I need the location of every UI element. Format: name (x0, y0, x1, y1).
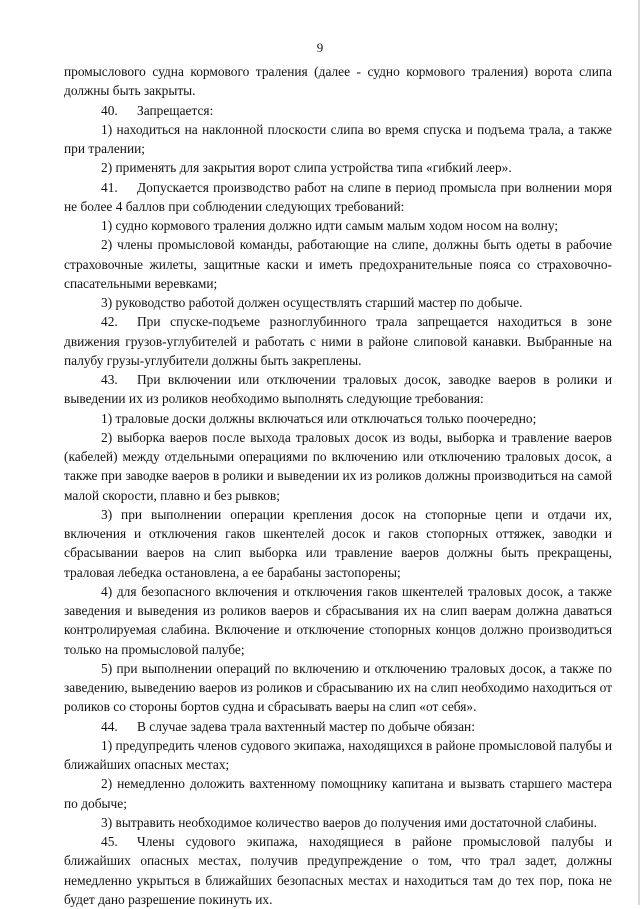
paragraph (64, 62, 612, 101)
page-number: 9 (316, 40, 324, 55)
paragraph-text: 2) применять для закрытия ворот слипа устройства типа «гибкий леер». (101, 160, 512, 176)
paragraph (64, 409, 612, 428)
paragraph-text: 1) находиться на наклонной плоскости слипа во время спуска и подъема трала, а также при тралении; (64, 121, 612, 156)
paragraph-text: 4) для безопасного включения и отключения гаков шкентелей траловых досок, а также заведения и выведения из роликов ваеров и сбрасывания их на слип ваерам должна даваться контролируемая слабина. Включение и отключение стопорных концов должно производиться только на промысловой палубе; (64, 583, 612, 657)
paragraph-number: 40. (101, 102, 118, 118)
numbered-paragraph (64, 312, 612, 370)
numbered-paragraph (64, 717, 612, 736)
paragraph-text: 1) траловые доски должны включаться или отключаться только поочередно; (101, 410, 537, 426)
paragraph-text: Допускается производство работ на слипе в период промысла при волнении моря не более 4 баллов при соблюдении следующих требований: (64, 179, 612, 214)
numbered-paragraph (64, 178, 612, 217)
paragraph-number: 44. (101, 718, 118, 734)
document-body (64, 62, 612, 909)
paragraph (64, 428, 612, 505)
paragraph-text: В случае задева трала вахтенный мастер по добыче обязан: (137, 718, 475, 734)
paragraph-number: 42. (101, 314, 118, 330)
paragraph (64, 235, 612, 293)
paragraph-number: 41. (101, 179, 118, 195)
paragraph-number: 43. (101, 372, 118, 387)
paragraph-number: 45. (101, 834, 118, 849)
paragraph-text: При спуске-подъеме разноглубинного трала запрещается находиться в зоне движения грузов-углубителей и работать с ними в районе слиповой канавки. Выбранные на палубу грузы-углубители должны быть закреплены. (64, 314, 612, 368)
paragraph (64, 736, 612, 775)
paragraph-text: 2) выборка ваеров после выхода траловых досок из воды, выборка и травление ваеров (кабелей) между отдельными операциями по включению или отключению траловых досок, а также при заводке ваеров в ролики и выведении их из роликов должны производиться на самой малой скорости, плавно и без рывков; (64, 429, 612, 503)
paragraph-text: 3) вытравить необходимое количество ваеров до получения ими достаточной слабины. (101, 814, 598, 830)
paragraph (64, 216, 612, 235)
paragraph (64, 813, 612, 832)
paragraph-text: 1) предупредить членов судового экипажа, находящихся в районе промысловой палубы и ближайших опасных местах; (64, 737, 612, 772)
numbered-paragraph (64, 370, 612, 409)
paragraph (64, 505, 612, 582)
paragraph (64, 582, 612, 659)
numbered-paragraph (64, 832, 612, 909)
paragraph (64, 659, 612, 717)
paragraph (64, 293, 612, 312)
paragraph-text: 3) руководство работой должен осуществлять старший мастер по добыче. (101, 295, 523, 310)
numbered-paragraph (64, 101, 612, 120)
paragraph-text: промыслового судна кормового траления (далее - судно кормового траления) ворота слипа должны быть закрыты. (64, 64, 612, 99)
paragraph-text: 2) немедленно доложить вахтенному помощнику капитана и вызвать старшего мастера по добыче; (64, 776, 612, 811)
paragraph-text: При включении или отключении траловых досок, заводке ваеров в ролики и выведении их из роликов необходимо выполнять следующие требования: (64, 372, 612, 407)
paragraph (64, 120, 612, 159)
paragraph-text: Запрещается: (137, 102, 214, 118)
paragraph-text: Члены судового экипажа, находящиеся в районе промысловой палубы и ближайших опасных местах, получив предупреждение о том, что трал задет, должны немедленно укрыться в ближайших безопасных местах и находиться там до тех пор, пока не будет дано разрешение покинуть их. (64, 834, 612, 907)
paragraph-text: 1) судно кормового траления должно идти самым малым ходом носом на волну; (101, 218, 559, 233)
paragraph-text: 2) члены промысловой команды, работающие на слипе, должны быть одеты в рабочие страховочные жилеты, защитные каски и иметь предохранительные пояса со страховочно-спасательными веревками; (64, 237, 612, 291)
paragraph (64, 158, 612, 177)
paragraph (64, 774, 612, 813)
paragraph-text: 5) при выполнении операций по включению и отключению траловых досок, а также по заведению, выведению ваеров из роликов и сбрасыванию их на слип необходимо находиться от роликов со стороны бортов судна и сбрасывать ваеры на слип «от себя». (64, 660, 612, 715)
paragraph-text: 3) при выполнении операции крепления досок на стопорные цепи и отдачи их, включения и отключения гаков шкентелей досок и гаков стопорных оттяжек, заводки и сбрасывании ваеров на слип выборка или травление ваеров должны быть прекращены, траловая лебедка остановлена, а ее барабаны застопорены; (64, 506, 612, 580)
